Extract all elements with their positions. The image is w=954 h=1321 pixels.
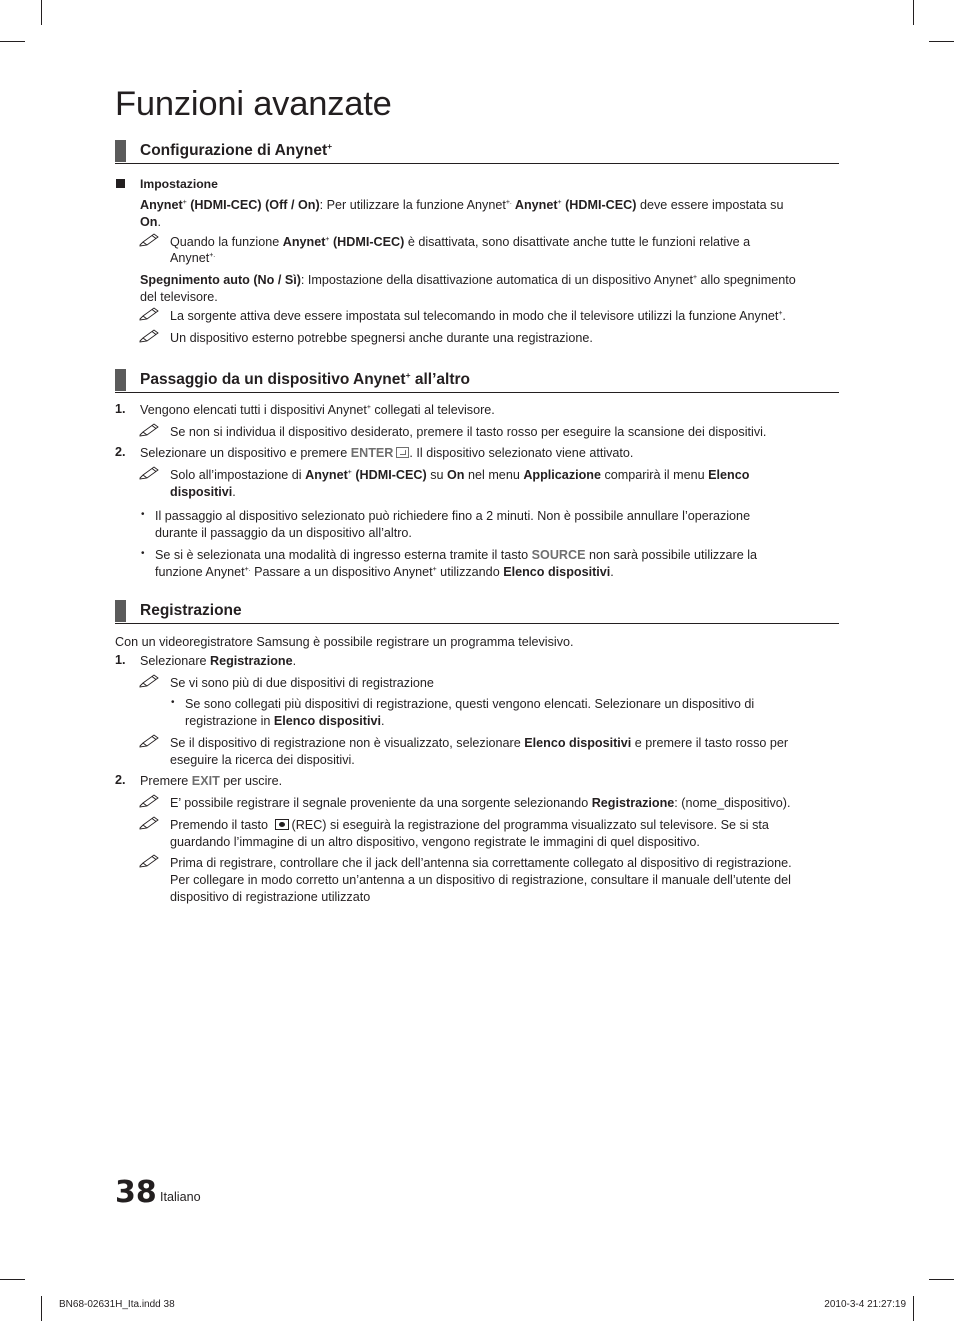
section-bar <box>115 369 126 391</box>
page-number: 38 <box>115 1175 157 1210</box>
note-pencil-icon <box>139 423 159 437</box>
crop-mark <box>41 1296 42 1321</box>
heading-sup: + <box>327 140 333 151</box>
bullet-text: Se sono collegati più dispositivi di registrazione, questi vengono elencati. Selezionare un dispositivo di <box>185 697 755 711</box>
section-bar <box>115 140 126 162</box>
section-heading-configurazione <box>115 140 839 164</box>
hdmi-on-value: On <box>140 215 158 229</box>
hdmi-setting-line: Anynet+ (HDMI-CEC) (Off / On): Per utilizzare la funzione Anynet+. Anynet+ (HDMI-CEC) deve essere impostata su <box>140 198 784 212</box>
heading-text: Configurazione di Anynet <box>140 142 328 159</box>
section-heading-passaggio: Passaggio da un dispositivo Anynet+ all’altro <box>115 369 839 393</box>
item-title: Impostazione <box>140 177 218 191</box>
exit-button-label: EXIT <box>191 774 220 788</box>
note-hdmi-off: Quando la funzione Anynet+ (HDMI-CEC) è disattivata, sono disattivate anche tutte le funzioni relative a <box>170 235 751 249</box>
heading-text: Passaggio da un dispositivo Anynet <box>140 371 406 388</box>
crop-mark <box>41 0 42 25</box>
note-pencil-icon <box>139 734 159 748</box>
section-heading-registrazione <box>115 600 839 624</box>
source-button-label: SOURCE <box>531 548 586 562</box>
crop-mark <box>0 41 25 42</box>
bullet-text: Se si è selezionata una modalità di ingresso esterna tramite il tasto SOURCE non sarà possibile utilizzare la <box>155 548 758 562</box>
note-scan-devices: Se non si individua il dispositivo desiderato, premere il tasto rosso per eseguire la scansione dei dispositivi. <box>170 425 767 439</box>
note-pencil-icon <box>139 307 159 321</box>
note-pencil-icon <box>139 854 159 868</box>
section-bar <box>115 600 126 622</box>
footer-file: BN68-02631H_Ita.indd 38 <box>59 1299 175 1310</box>
note-rec-button: Premendo il tasto (REC) si eseguirà la registrazione del programma visualizzato sul televisore. Se si sta <box>170 818 769 832</box>
step-text: Vengono elencati tutti i dispositivi Anynet+ collegati al televisore. <box>140 403 495 417</box>
section-intro: Con un videoregistratore Samsung è possibile registrare un programma televisivo. <box>115 635 574 649</box>
note-external-device: Un dispositivo esterno potrebbe spegnersi anche durante una registrazione. <box>170 331 593 345</box>
step-number: 1. <box>115 402 126 416</box>
section-rule <box>115 163 839 164</box>
section-rule <box>115 623 839 624</box>
note-pencil-icon <box>139 466 159 480</box>
heading-text: Registrazione <box>140 602 242 619</box>
note-multiple-recorders: Se vi sono più di due dispositivi di registrazione <box>170 676 434 690</box>
note-pencil-icon <box>139 794 159 808</box>
note-recorder-not-shown: Se il dispositivo di registrazione non è visualizzato, selezionare Elenco dispositivi e premere il tasto rosso per <box>170 736 789 750</box>
bullet-icon: • <box>141 548 145 559</box>
note-pencil-icon <box>139 816 159 830</box>
section-rule <box>115 392 839 393</box>
crop-mark <box>0 1279 25 1280</box>
crop-mark <box>929 1279 954 1280</box>
step-number: 1. <box>115 653 126 667</box>
footer-timestamp: 2010-3-4 21:27:19 <box>824 1299 906 1310</box>
note-active-source: La sorgente attiva deve essere impostata sul telecomando in modo che il televisore utilizzi la funzione Anynet+. <box>170 309 786 323</box>
crop-mark <box>913 1296 914 1321</box>
auto-off-setting-line: Spegnimento auto (No / Sì): Impostazione della disattivazione automatica di un dispositivo Anynet+ allo spegnimento <box>140 273 796 287</box>
note-record-source: E’ possibile registrare il segnale proveniente da una sorgente selezionando Registrazione: (nome_dispositivo). <box>170 796 791 810</box>
note-pencil-icon <box>139 233 159 247</box>
square-bullet-icon <box>116 179 125 188</box>
step-number: 2. <box>115 773 126 787</box>
step-text: Selezionare un dispositivo e premere ENTER . Il dispositivo selezionato viene attivato. <box>140 446 634 460</box>
step-number: 2. <box>115 445 126 459</box>
crop-mark <box>929 41 954 42</box>
bullet-text: Il passaggio al dispositivo selezionato può richiedere fino a 2 minuti. Non è possibile annullare l’operazione <box>155 509 751 523</box>
note-pencil-icon <box>139 329 159 343</box>
heading-sup: + <box>405 369 411 380</box>
note-pencil-icon <box>139 674 159 688</box>
crop-mark <box>913 0 914 25</box>
enter-icon <box>396 447 409 458</box>
page-language: Italiano <box>160 1190 201 1204</box>
bullet-icon: • <box>141 509 145 520</box>
bullet-icon: • <box>171 697 175 708</box>
rec-icon <box>275 819 289 830</box>
step-text: Premere EXIT per uscire. <box>140 774 283 788</box>
note-antenna-check: Prima di registrare, controllare che il jack dell’antenna sia correttamente collegato al dispositivo di registrazione. <box>170 856 792 870</box>
note-device-list: Solo all’impostazione di Anynet+ (HDMI-CEC) su On nel menu Applicazione comparirà il menu Elenco <box>170 468 750 482</box>
step-text: Selezionare Registrazione. <box>140 654 297 668</box>
page-title: Funzioni avanzate <box>115 85 392 123</box>
enter-button-label: ENTER <box>350 446 394 460</box>
